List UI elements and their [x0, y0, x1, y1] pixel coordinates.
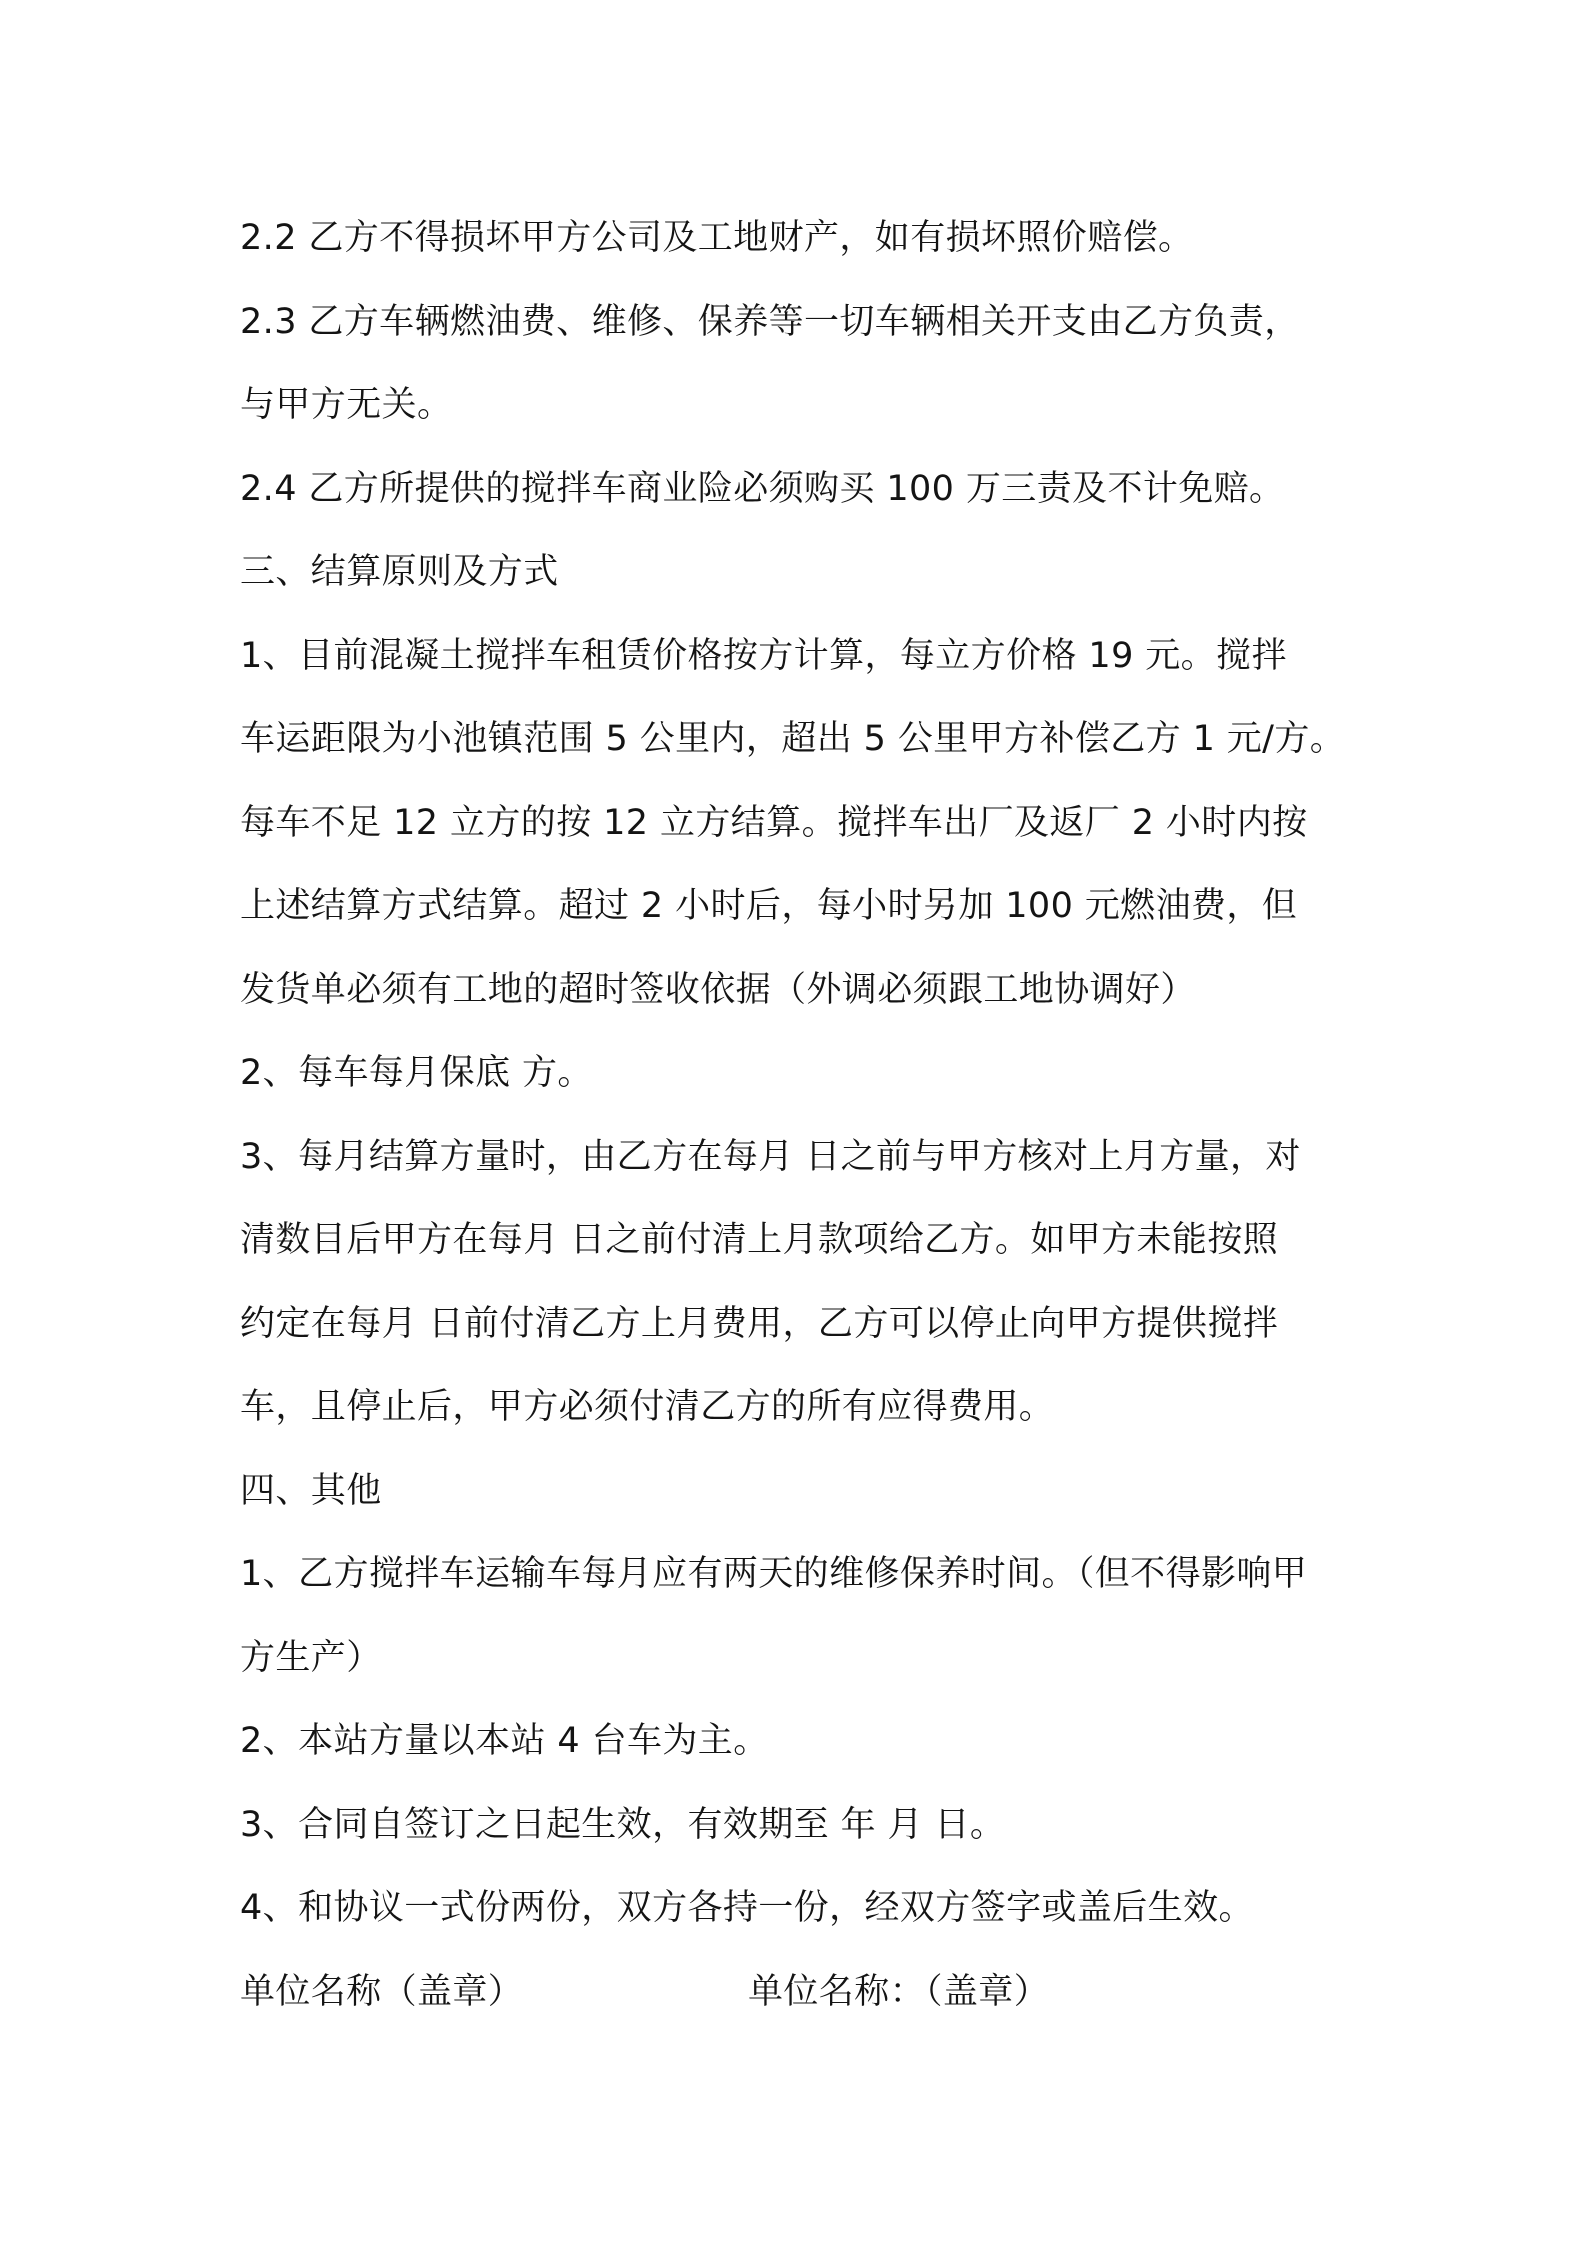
other-clause-3: 3、合同自签订之日起生效，有效期至 年 月 日。 — [240, 1804, 1006, 1845]
settlement-clause-3-line-2: 清数目后甲方在每月 日之前付清上月款项给乙方。如甲方未能按照 — [240, 1220, 1279, 1260]
section-heading-other: 四、其他 — [240, 1470, 382, 1511]
contract-body — [240, 197, 1400, 2034]
other-clause-1-line-2: 方生产） — [240, 1637, 382, 1678]
settlement-clause-2: 2、每车每月保底 方。 — [240, 1053, 593, 1093]
settlement-clause-3-line-3: 约定在每月 日前付清乙方上月费用，乙方可以停止向甲方提供搅拌 — [240, 1303, 1279, 1344]
clause-2-3-continued: 与甲方无关。 — [240, 385, 453, 425]
clause-2-2: 2.2 乙方不得损坏甲方公司及工地财产，如有损坏照价赔偿。 — [240, 218, 1194, 258]
clause-2-3: 2.3 乙方车辆燃油费、维修、保养等一切车辆相关开支由乙方负责， — [240, 301, 1300, 342]
signature-party-b: 单位名称：（盖章） — [748, 1971, 1050, 2012]
signature-party-a: 单位名称（盖章） — [240, 1971, 524, 2012]
settlement-clause-1-line-5: 发货单必须有工地的超时签收依据（外调必须跟工地协调好） — [240, 969, 1196, 1010]
settlement-clause-1-line-4: 上述结算方式结算。超过 2 小时后，每小时另加 100 元燃油费，但 — [240, 886, 1298, 926]
settlement-clause-1-line-2: 车运距限为小池镇范围 5 公里内，超出 5 公里甲方补偿乙方 1 元/方。 — [240, 719, 1346, 759]
settlement-clause-3: 3、每月结算方量时，由乙方在每月 日之前与甲方核对上月方量，对 — [240, 1136, 1301, 1177]
other-clause-4: 4、和协议一式份两份，双方各持一份，经双方签字或盖后生效。 — [240, 1888, 1254, 1928]
other-clause-2: 2、本站方量以本站 4 台车为主。 — [240, 1721, 769, 1761]
signature-row — [240, 1951, 1400, 2035]
settlement-clause-1-line-3: 每车不足 12 立方的按 12 立方结算。搅拌车出厂及返厂 2 小时内按 — [240, 802, 1308, 843]
section-heading-settlement: 三、结算原则及方式 — [240, 552, 559, 592]
clause-2-4: 2.4 乙方所提供的搅拌车商业险必须购买 100 万三责及不计免赔。 — [240, 468, 1285, 509]
settlement-clause-1: 1、目前混凝土搅拌车租赁价格按方计算，每立方价格 19 元。搅拌 — [240, 635, 1287, 676]
other-clause-1: 1、乙方搅拌车运输车每月应有两天的维修保养时间。（但不得影响甲 — [240, 1554, 1308, 1594]
settlement-clause-3-line-4: 车，且停止后，甲方必须付清乙方的所有应得费用。 — [240, 1387, 1055, 1427]
